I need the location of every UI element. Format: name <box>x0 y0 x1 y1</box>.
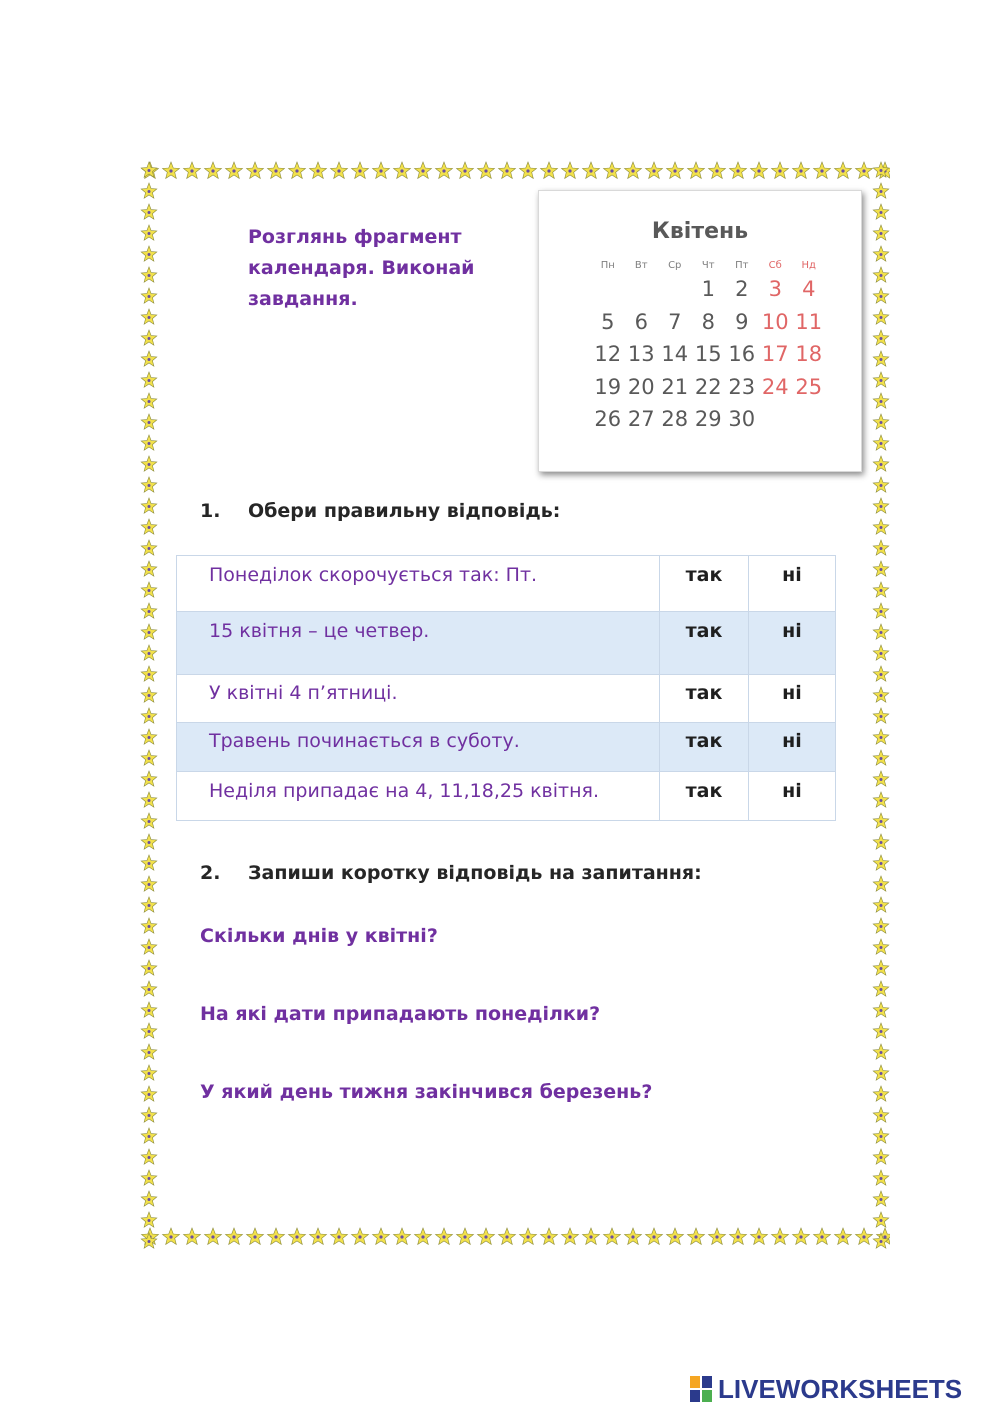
calendar-day: 29 <box>694 407 722 431</box>
star-border-top <box>140 160 890 182</box>
calendar-day: 8 <box>701 309 715 334</box>
calendar-day <box>625 275 659 308</box>
weekday-label: Вт <box>634 260 648 271</box>
question-march-end-day: У який день тижня закінчився березень? <box>200 1081 653 1103</box>
calendar-week-row <box>591 340 826 373</box>
calendar-day: 23 <box>728 374 756 399</box>
answer-no-option[interactable]: ні <box>749 772 836 821</box>
calendar-day: 27 <box>627 407 655 431</box>
table-row <box>177 675 836 723</box>
calendar-day: 11 <box>795 309 823 334</box>
calendar-day: 21 <box>661 374 689 399</box>
answer-no-option[interactable]: ні <box>749 675 836 723</box>
calendar-day: 26 <box>594 407 622 431</box>
calendar-day: 14 <box>661 342 689 366</box>
table-row <box>177 612 836 675</box>
answer-yes-option[interactable]: так <box>660 612 749 675</box>
table-row <box>177 556 836 612</box>
calendar-day: 24 <box>761 374 789 399</box>
calendar-day: 7 <box>668 309 682 334</box>
answer-no-option[interactable]: ні <box>749 612 836 675</box>
calendar-day: 2 <box>735 277 749 301</box>
calendar-day: 16 <box>728 342 756 366</box>
calendar-days <box>591 275 826 438</box>
calendar-week-row <box>591 308 826 341</box>
calendar-day: 15 <box>694 342 722 366</box>
liveworksheets-watermark <box>690 1374 962 1404</box>
calendar-card <box>538 190 862 472</box>
calendar-day: 17 <box>761 342 789 366</box>
answer-yes-option[interactable]: так <box>660 772 749 821</box>
question-monday-dates: На які дати припадають понеділки? <box>200 1003 601 1025</box>
task2-title: Запиши коротку відповідь на запитання: <box>248 862 702 884</box>
liveworksheets-logo-icon <box>690 1376 712 1402</box>
calendar-day <box>591 275 625 308</box>
table-row <box>177 723 836 772</box>
weekday-label: Чт <box>701 260 715 271</box>
task2-heading <box>200 862 702 884</box>
question-days-in-april: Скільки днів у квітні? <box>200 925 438 947</box>
calendar-day: 9 <box>735 309 749 334</box>
weekday-label: Пн <box>600 260 615 271</box>
calendar-day <box>792 405 826 438</box>
calendar-day: 25 <box>795 374 823 399</box>
calendar-week-row <box>591 373 826 406</box>
liveworksheets-wordmark: LIVEWORKSHEETS <box>718 1373 963 1404</box>
calendar-day: 13 <box>627 342 655 366</box>
statement-cell: У квітні 4 п’ятниці. <box>177 675 660 723</box>
weekday-label-weekend: Нд <box>801 260 816 271</box>
calendar-day <box>658 275 692 308</box>
answer-no-option[interactable]: ні <box>749 556 836 612</box>
task1-title: Обери правильну відповідь: <box>248 500 561 522</box>
calendar-day: 5 <box>601 309 615 334</box>
calendar-day: 20 <box>627 374 655 399</box>
task2-number: 2. <box>200 862 221 884</box>
statement-cell: Понеділок скорочується так: Пт. <box>177 556 660 612</box>
calendar-day: 28 <box>661 407 689 431</box>
calendar-day: 6 <box>634 309 648 334</box>
calendar-day <box>759 405 793 438</box>
intro-instruction: Розглянь фрагмент календаря. Виконай завдання. <box>248 226 475 310</box>
calendar-day: 10 <box>761 309 789 334</box>
statement-cell: Неділя припадає на 4, 11,18,25 квітня. <box>177 772 660 821</box>
calendar-day: 12 <box>594 342 622 366</box>
answer-yes-option[interactable]: так <box>660 723 749 772</box>
task1-heading <box>200 500 560 522</box>
weekday-label: Пт <box>735 260 749 271</box>
calendar-day: 18 <box>795 342 823 366</box>
calendar-day: 30 <box>728 407 756 431</box>
weekday-label-weekend: Сб <box>768 260 782 271</box>
answer-yes-option[interactable]: так <box>660 675 749 723</box>
answer-yes-option[interactable]: так <box>660 556 749 612</box>
calendar-week-row <box>591 275 826 308</box>
star-border-bottom <box>140 1226 890 1248</box>
calendar-grid <box>591 257 826 438</box>
weekday-label: Ср <box>668 260 682 271</box>
statement-cell: Травень починається в суботу. <box>177 723 660 772</box>
task1-number: 1. <box>200 500 221 522</box>
star-border-right <box>872 160 890 1250</box>
statement-cell: 15 квітня – це четвер. <box>177 612 660 675</box>
calendar-day: 1 <box>701 277 715 301</box>
calendar-weekday-row <box>591 257 826 275</box>
calendar-week-row <box>591 405 826 438</box>
answer-no-option[interactable]: ні <box>749 723 836 772</box>
calendar-day: 4 <box>802 277 816 301</box>
calendar-day: 3 <box>768 277 782 301</box>
star-border-left <box>140 160 158 1250</box>
calendar-day: 22 <box>694 374 722 399</box>
calendar-day: 19 <box>594 374 622 399</box>
calendar-month-title: Квітень <box>651 219 749 244</box>
true-false-table <box>176 555 836 821</box>
table-row <box>177 772 836 821</box>
